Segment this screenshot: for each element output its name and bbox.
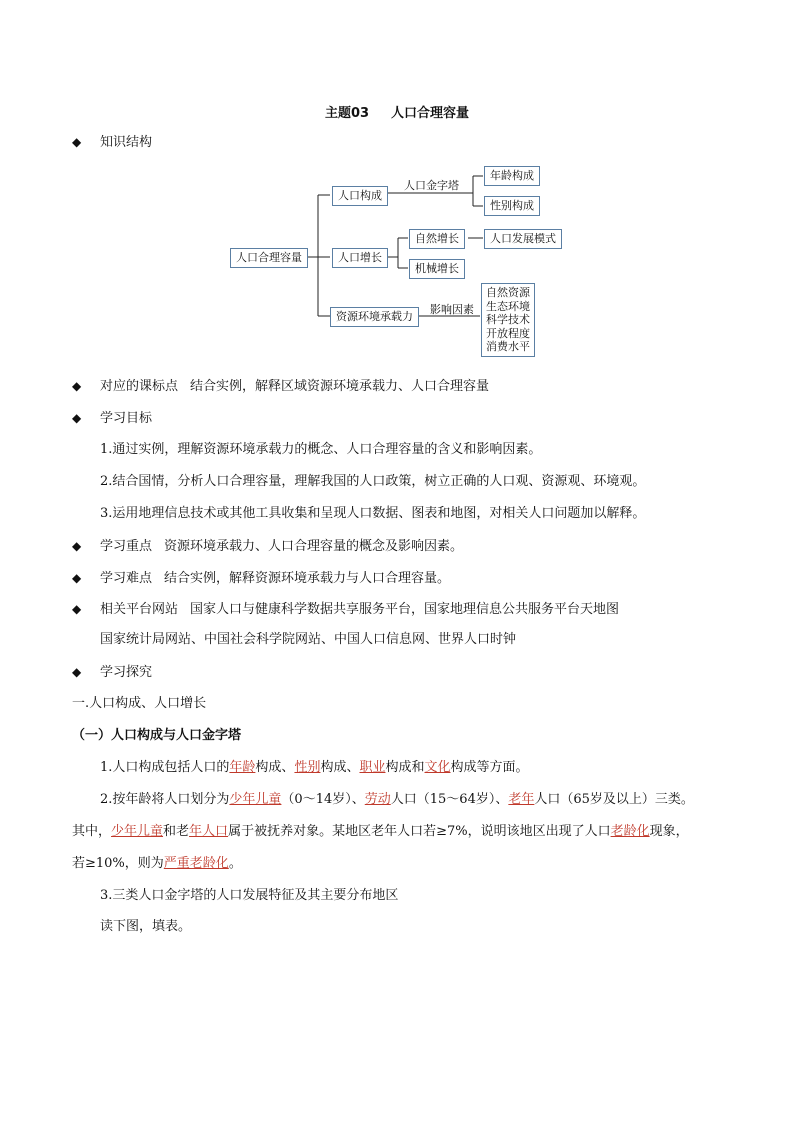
diamond-bullet-icon: ◆: [72, 379, 82, 393]
knowledge-structure-heading: ◆ 知识结构: [72, 135, 153, 150]
page-title: 主题03 人口合理容量: [324, 106, 470, 121]
diagram-node-carrying-capacity: 资源环境承载力: [330, 307, 419, 327]
diamond-bullet-icon: ◆: [72, 411, 82, 425]
diagram-node-mechanical-growth: 机械增长: [409, 259, 465, 279]
paragraph-composition: 1.人口构成包括人口的年龄构成、性别构成、职业构成和文化构成等方面。: [100, 760, 529, 775]
diamond-bullet-icon: ◆: [72, 571, 82, 585]
explore-heading: ◆ 学习探究: [72, 665, 153, 680]
diagram-node-natural-growth: 自然增长: [409, 229, 465, 249]
factor-item: 开放程度: [486, 326, 530, 340]
diamond-bullet-icon: ◆: [72, 602, 82, 616]
goal-item: 2.结合国情，分析人口合理容量，理解我国的人口政策，树立正确的人口观、资源观、环境观。: [100, 474, 646, 489]
sites-line: ◆ 相关平台网站 国家人口与健康科学数据共享服务平台，国家地理信息公共服务平台天地图: [72, 602, 620, 617]
paragraph-instruction: 读下图，填表。: [100, 919, 192, 934]
sites-line-2: 国家统计局网站、中国社会科学院网站、中国人口信息网、世界人口时钟: [100, 632, 517, 647]
factor-item: 科学技术: [486, 313, 530, 326]
subsection-heading: （一）人口构成与人口金字塔: [72, 728, 242, 743]
diagram-factors-box: [481, 283, 535, 357]
standard-line: ◆ 对应的课标点 结合实例，解释区域资源环境承载力、人口合理容量: [72, 379, 490, 394]
diagram-node-population-composition: 人口构成: [332, 186, 388, 206]
paragraph-age-groups-2: 其中，少年儿童和老年人口属于被抚养对象。某地区老年人口若≥7%，说明该地区出现了人口老龄化现象，: [72, 824, 689, 839]
goal-item: 1.通过实例，理解资源环境承载力的概念、人口合理容量的含义和影响因素。: [100, 442, 542, 457]
key-line: ◆ 学习重点 资源环境承载力、人口合理容量的概念及影响因素。: [72, 539, 464, 554]
difficulty-line: ◆ 学习难点 结合实例，解释资源环境承载力与人口合理容量。: [72, 571, 451, 586]
diagram-node-development-model: 人口发展模式: [484, 229, 562, 249]
goals-heading: ◆ 学习目标: [72, 411, 153, 426]
factor-item: 生态环境: [486, 299, 530, 313]
diagram-node-population-growth: 人口增长: [332, 248, 388, 268]
paragraph-age-groups-3: 若≥10%，则为严重老龄化。: [72, 856, 242, 871]
factor-item: 消费水平: [486, 340, 530, 353]
diagram-label-factors: 影响因素: [430, 303, 474, 316]
diagram-root-node: 人口合理容量: [230, 248, 308, 268]
diamond-bullet-icon: ◆: [72, 135, 82, 149]
part-heading: 一.人口构成、人口增长: [72, 696, 207, 711]
factor-item: 自然资源: [486, 286, 530, 299]
diamond-bullet-icon: ◆: [72, 665, 82, 679]
paragraph-age-groups: 2.按年龄将人口划分为少年儿童（0～14岁）、劳动人口（15～64岁）、老年人口（65岁及以上）三类。: [100, 792, 694, 807]
diagram-label-pyramid: 人口金字塔: [404, 179, 459, 192]
diagram-node-gender: 性别构成: [484, 196, 540, 216]
diamond-bullet-icon: ◆: [72, 539, 82, 553]
diagram-connectors: [0, 0, 794, 400]
paragraph-pyramids: 3.三类人口金字塔的人口发展特征及其主要分布地区: [100, 888, 399, 903]
diagram-node-age: 年龄构成: [484, 166, 540, 186]
goal-item: 3.运用地理信息技术或其他工具收集和呈现人口数据、图表和地图，对相关人口问题加以解释。: [100, 506, 646, 521]
